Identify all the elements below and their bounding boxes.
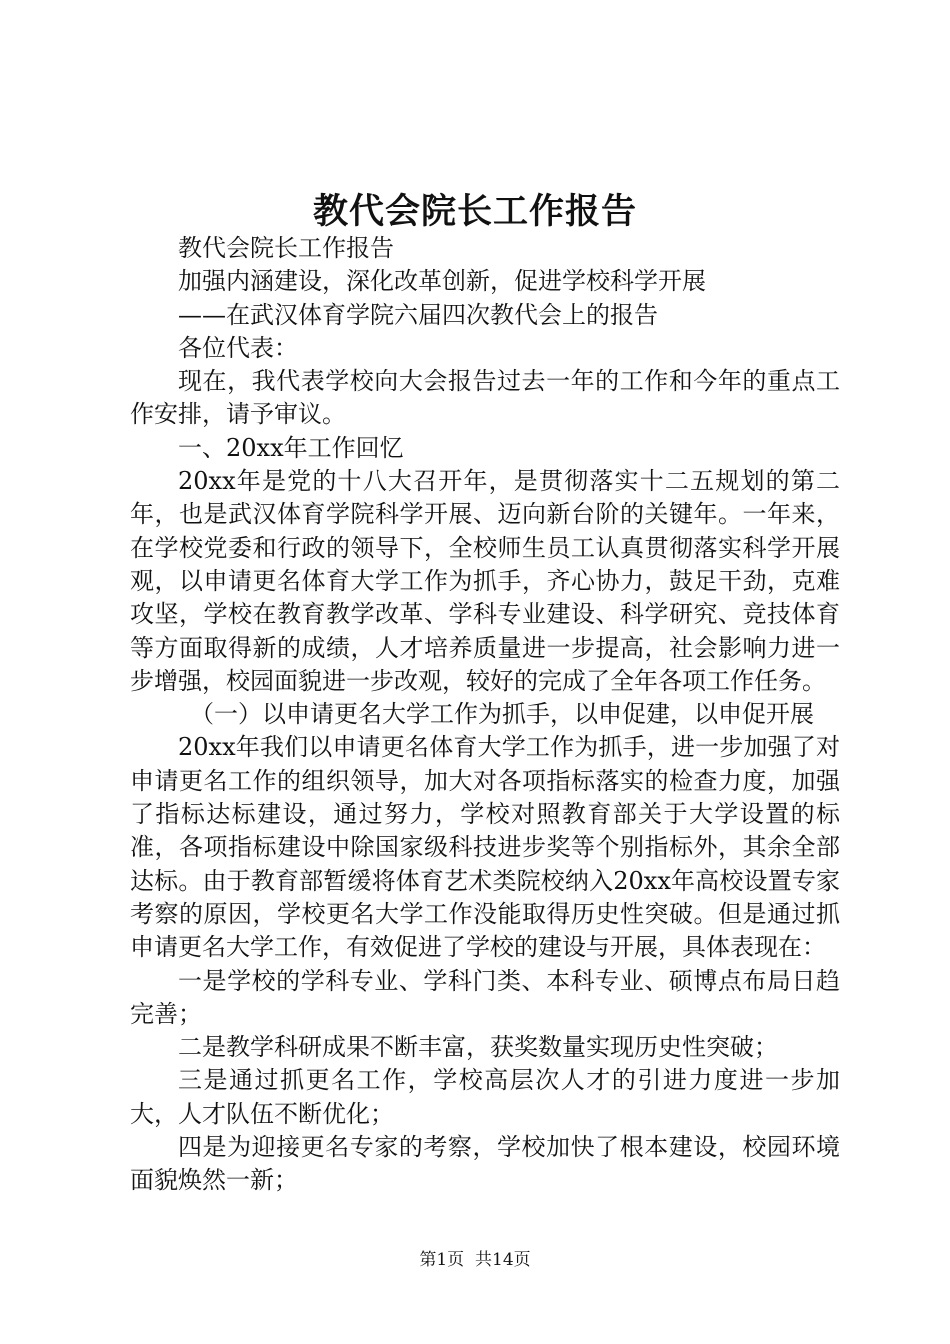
document-title: 教代会院长工作报告 [312,191,637,232]
list-item-first: 一是学校的学科专业、学科门类、本科专业、硕博点布局日趋完善； [130,966,840,1028]
section-heading-review: 一、20xx年工作回忆 [178,433,404,462]
document-body [130,232,840,1198]
subsection-heading-1: （一）以申请更名大学工作为抓手，以申促建，以申促开展 [190,700,814,729]
paragraph-subtitle: 加强内涵建设，深化改革创新，促进学校科学开展 [178,267,706,296]
paragraph-heading-repeat: 教代会院长工作报告 [178,234,394,262]
paragraph-salutation: 各位代表： [178,333,298,362]
page-footer [0,1245,950,1270]
paragraph-intro: 现在，我代表学校向大会报告过去一年的工作和今年的重点工作安排，请予审议。 [130,367,840,429]
page-total: 共14页 [475,1250,531,1270]
list-item-third: 三是通过抓更名工作，学校高层次人才的引进力度进一步加大，人才队伍不断优化； [130,1066,840,1128]
list-item-second: 二是教学科研成果不断丰富，获奖数量实现历史性突破； [178,1033,778,1062]
page-number: 第1页 [419,1250,465,1270]
paragraph-review: 20xx年是党的十八大召开年，是贯彻落实十二五规划的第二年，也是武汉体育学院科学开展、迈向新台阶的关键年。一年来，在学校党委和行政的领导下，全校师生员工认真贯彻落实科学开展观，以申请更名体育大学工作为抓手，齐心协力，鼓足干劲，克难攻坚，学校在教育教学改革、学科专业建设、科学研究、竞技体育等方面取得新的成绩，人才培养质量进一步提高，社会影响力进一步增强，校园面貌进一步改观，较好的完成了全年各项工作任务。 [130,467,840,695]
paragraph-renaming: 20xx年我们以申请更名体育大学工作为抓手，进一步加强了对申请更名工作的组织领导，加大对各项指标落实的检查力度，加强了指标达标建设，通过努力，学校对照教育部关于大学设置的标准，各项指标建设中除国家级科技进步奖等个别指标外，其余全部达标。由于教育部暂缓将体育艺术类院校纳入20xx年高校设置专家考察的原因，学校更名大学工作没能取得历史性突破。但是通过抓申请更名大学工作，有效促进了学校的建设与开展，具体表现在： [130,733,840,962]
list-item-fourth: 四是为迎接更名专家的考察，学校加快了根本建设，校园环境面貌焕然一新； [130,1133,840,1195]
paragraph-occasion: ——在武汉体育学院六届四次教代会上的报告 [178,300,658,329]
